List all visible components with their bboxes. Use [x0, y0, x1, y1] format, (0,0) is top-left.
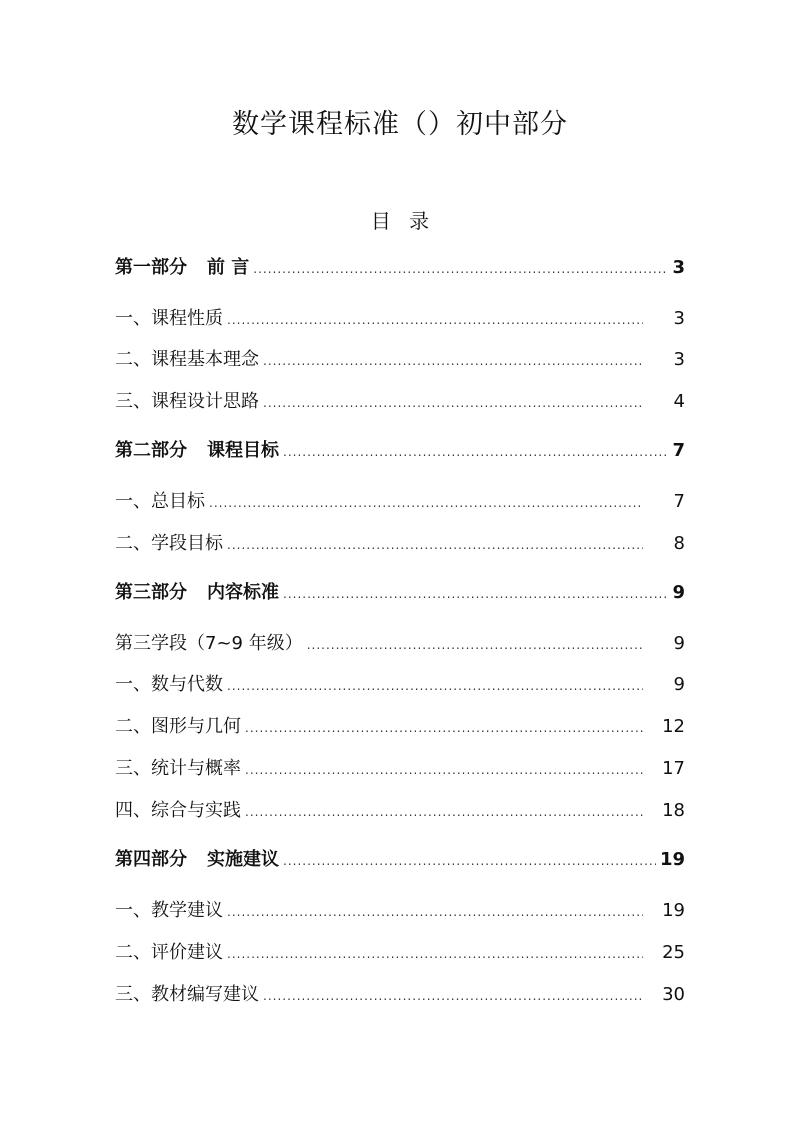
toc-entry-part-4[interactable] [115, 846, 685, 874]
toc-page-number: 8 [673, 533, 685, 554]
toc-page-number: 19 [659, 849, 685, 870]
toc-entry-sub[interactable] [115, 797, 685, 825]
toc-leader-dots [263, 981, 643, 1010]
toc-leader-dots [227, 671, 643, 700]
toc-heading: 目 录 [370, 209, 430, 233]
toc-entry-sub[interactable] [115, 939, 685, 967]
toc-page-number: 12 [662, 716, 685, 737]
toc-entry-label: 一、数与代数 [115, 674, 223, 695]
toc-page-number: 19 [662, 900, 685, 921]
toc-entry-part-2[interactable] [115, 437, 685, 465]
toc-page-number: 3 [672, 257, 685, 278]
toc-leader-dots [263, 388, 643, 417]
toc-entry-label: 二、学段目标 [115, 533, 223, 554]
toc-leader-dots [263, 346, 643, 375]
toc-page-number: 9 [672, 582, 685, 603]
toc-leader-dots [245, 755, 643, 784]
toc-entry-sub[interactable] [115, 388, 685, 416]
document-title: 数学课程标准（）初中部分 [232, 109, 568, 140]
toc-entry-label: 一、总目标 [115, 491, 205, 512]
toc-entry-label: 二、评价建议 [115, 942, 223, 963]
toc-entry-label: 一、课程性质 [115, 308, 223, 329]
toc-entry-label: 二、课程基本理念 [115, 349, 259, 370]
toc-entry-label: 第四部分 实施建议 [115, 849, 279, 870]
toc-leader-dots [209, 488, 643, 517]
toc-page-number: 17 [662, 758, 685, 779]
toc-entry-sub[interactable] [115, 671, 685, 699]
toc-leader-dots [227, 897, 643, 926]
toc-entry-label: 第二部分 课程目标 [115, 440, 279, 461]
toc-entry-sub[interactable] [115, 981, 685, 1009]
toc-page-number: 9 [673, 633, 685, 654]
toc-entry-label: 一、教学建议 [115, 900, 223, 921]
toc-page-number: 18 [662, 800, 685, 821]
toc-entry-sub[interactable] [115, 530, 685, 558]
toc-entry-part-3[interactable] [115, 579, 685, 607]
toc-page-number: 9 [673, 674, 685, 695]
toc-entry-sub[interactable] [115, 488, 685, 516]
toc-leader-dots [227, 305, 643, 334]
toc-leader-dots [283, 437, 668, 466]
toc-entry-label: 三、课程设计思路 [115, 391, 259, 412]
toc-entry-sub[interactable] [115, 305, 685, 333]
toc-entry-sub[interactable] [115, 713, 685, 741]
toc-leader-dots [253, 254, 668, 283]
toc-entry-sub[interactable] [115, 630, 685, 658]
toc-entry-sub[interactable] [115, 897, 685, 925]
toc-entry-label: 三、教材编写建议 [115, 984, 259, 1005]
toc-leader-dots [283, 579, 668, 608]
toc-leader-dots [245, 713, 643, 742]
toc-entry-label: 三、统计与概率 [115, 758, 241, 779]
toc-page-number: 7 [673, 491, 685, 512]
toc-page-number: 7 [672, 440, 685, 461]
toc-leader-dots [227, 939, 643, 968]
toc-page-number: 3 [673, 308, 685, 329]
toc-page-number: 30 [662, 984, 685, 1005]
toc-page-number: 4 [673, 391, 685, 412]
toc-entry-label: 第一部分 前 言 [115, 257, 250, 278]
toc-leader-dots [307, 630, 643, 659]
toc-page-number: 3 [673, 349, 685, 370]
toc-entry-sub[interactable] [115, 755, 685, 783]
toc-leader-dots [283, 846, 656, 875]
toc-entry-part-1[interactable] [115, 254, 685, 282]
toc-entry-label: 二、图形与几何 [115, 716, 241, 737]
toc-entry-label: 第三学段（7~9 年级） [115, 633, 303, 654]
toc-entry-sub[interactable] [115, 346, 685, 374]
toc-entry-label: 第三部分 内容标准 [115, 582, 279, 603]
toc-leader-dots [227, 530, 643, 559]
toc-leader-dots [245, 797, 643, 826]
toc-entry-label: 四、综合与实践 [115, 800, 241, 821]
toc-page-number: 25 [662, 942, 685, 963]
